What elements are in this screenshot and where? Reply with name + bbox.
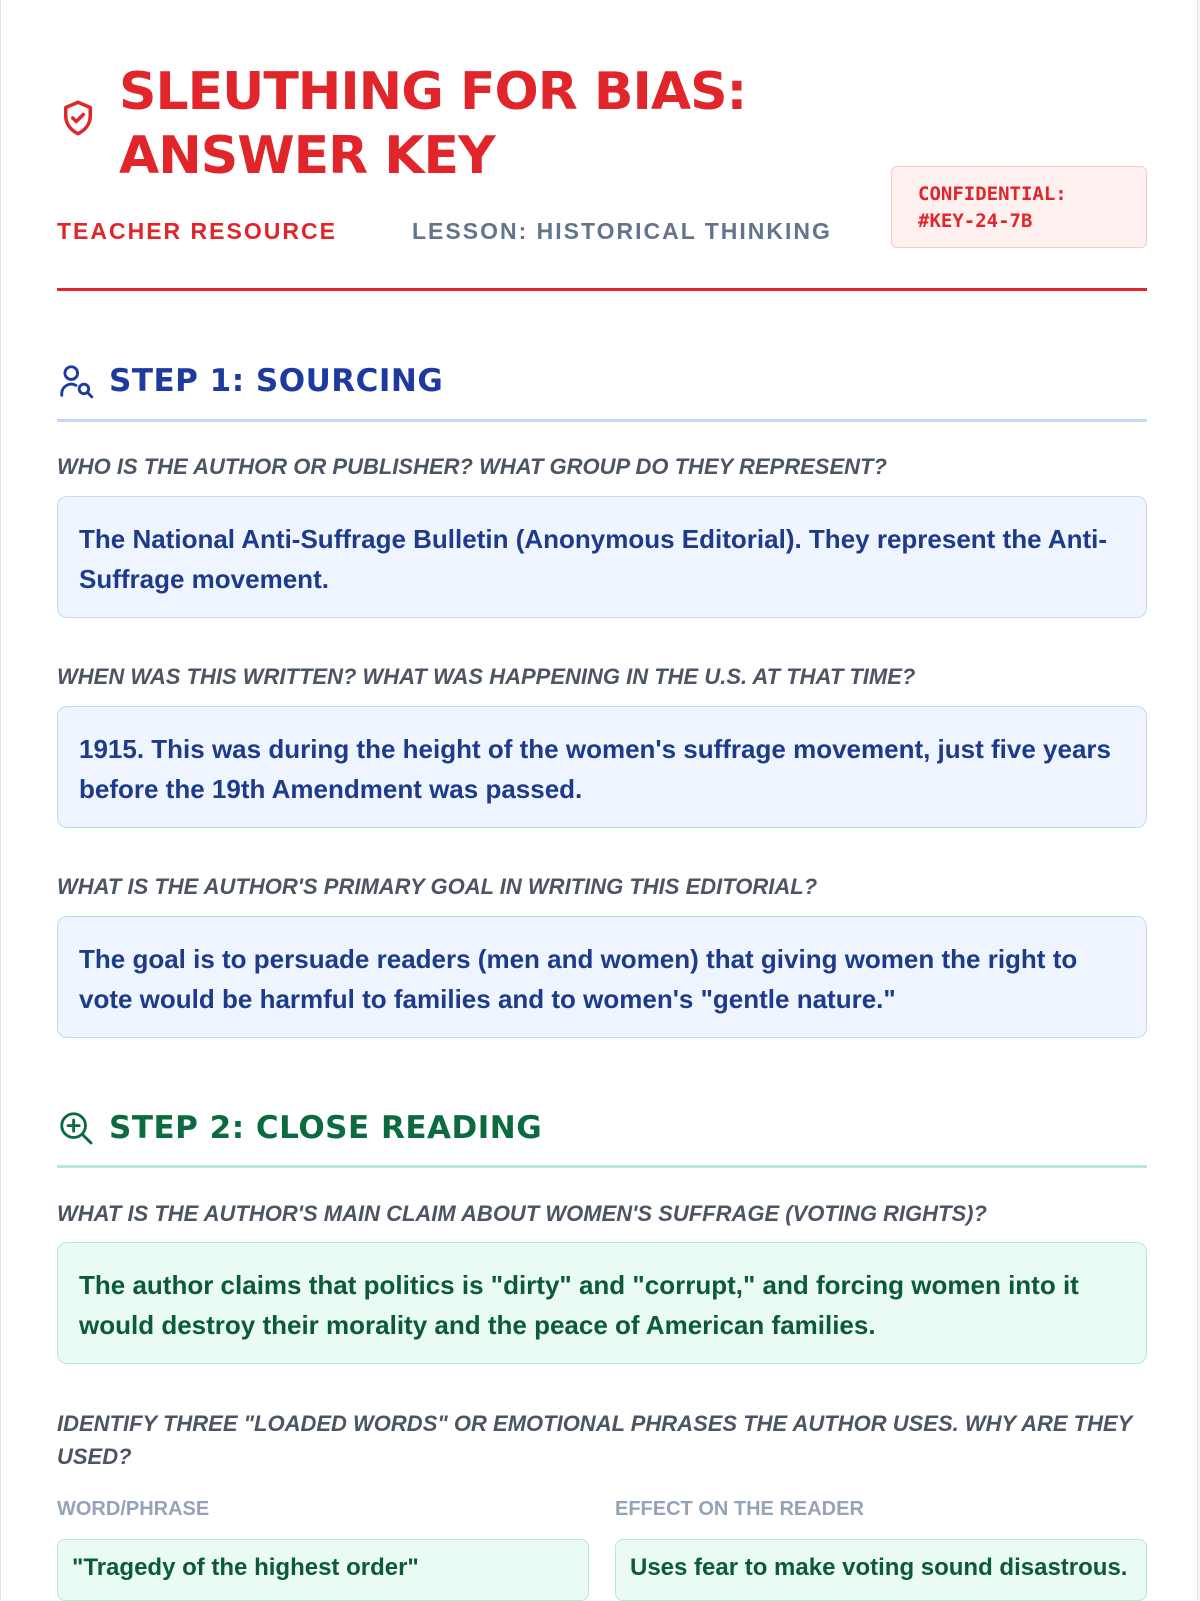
col-header-effect: EFFECT ON THE READER xyxy=(615,1498,864,1520)
step1-title: STEP 1: SOURCING xyxy=(109,363,444,399)
col-header-word: WORD/PHRASE xyxy=(57,1498,210,1520)
loaded-word-cell: "Tragedy of the highest order" xyxy=(57,1539,589,1601)
step1-answer-2: 1915. This was during the height of the women's suffrage movement, just five years before the 19th Amendment was passed. xyxy=(57,706,1147,828)
key-code: #KEY-24-7B xyxy=(918,210,1033,232)
meta-row xyxy=(57,218,832,245)
step2-answer-1: The author claims that politics is "dirty" and "corrupt," and forcing women into it would destroy their morality and the peace of American families. xyxy=(57,1242,1147,1364)
step1-question-3: WHAT IS THE AUTHOR'S PRIMARY GOAL IN WRITING THIS EDITORIAL? xyxy=(57,874,818,899)
step2-title: STEP 2: CLOSE READING xyxy=(109,1110,543,1146)
page-title: SLEUTHING FOR BIAS: ANSWER KEY xyxy=(119,62,747,186)
step2-question-1: WHAT IS THE AUTHOR'S MAIN CLAIM ABOUT WOMEN'S SUFFRAGE (VOTING RIGHTS)? xyxy=(57,1201,987,1226)
step2-heading xyxy=(57,1109,542,1147)
title-row xyxy=(57,60,879,188)
step2-divider xyxy=(57,1165,1147,1168)
loaded-words-question: IDENTIFY THREE "LOADED WORDS" OR EMOTIONAL PHRASES THE AUTHOR USES. WHY ARE THEY USED? xyxy=(57,1411,1132,1469)
effect-cell: Uses fear to make voting sound disastrous. xyxy=(615,1539,1147,1601)
confidential-badge xyxy=(891,166,1147,248)
step1-heading xyxy=(57,362,443,400)
step1-question-2: WHEN WAS THIS WRITTEN? WHAT WAS HAPPENING IN THE U.S. AT THAT TIME? xyxy=(57,664,916,689)
step1-question-1: WHO IS THE AUTHOR OR PUBLISHER? WHAT GROUP DO THEY REPRESENT? xyxy=(57,454,887,479)
header-divider xyxy=(57,288,1147,291)
step1-answer-1: The National Anti-Suffrage Bulletin (Anonymous Editorial). They represent the Anti-Suffrage movement. xyxy=(57,496,1147,618)
step1-answer-3: The goal is to persuade readers (men and women) that giving women the right to vote would be harmful to families and to women's "gentle nature." xyxy=(57,916,1147,1038)
lesson-label: LESSON: HISTORICAL THINKING xyxy=(412,218,832,244)
zoom-in-icon xyxy=(57,1109,95,1147)
confidential-label: CONFIDENTIAL: xyxy=(918,183,1067,205)
step1-divider xyxy=(57,419,1147,422)
user-search-icon xyxy=(57,362,95,400)
shield-check-icon xyxy=(57,96,99,140)
teacher-resource-label: TEACHER RESOURCE xyxy=(57,218,337,244)
